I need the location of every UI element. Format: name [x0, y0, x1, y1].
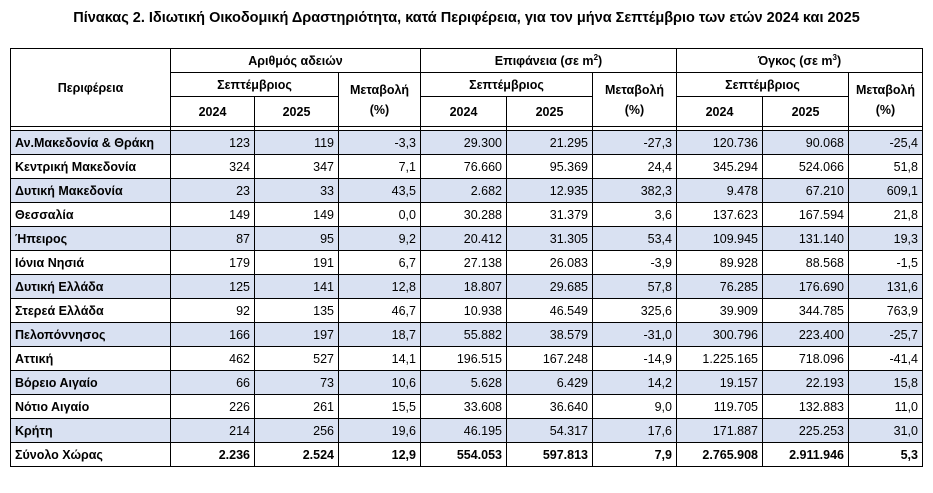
- header-volume: Όγκος (σε $m^3$): [677, 49, 923, 73]
- cell-vc: 763,9: [849, 299, 923, 323]
- cell-pc: 15,5: [339, 395, 421, 419]
- cell-p25: 191: [255, 251, 339, 275]
- cell-vc: 5,3: [849, 443, 923, 467]
- table-row: [11, 131, 923, 155]
- cell-p24: 123: [171, 131, 255, 155]
- cell-pc: 6,7: [339, 251, 421, 275]
- cell-a24: 2.682: [421, 179, 507, 203]
- table-row: [11, 275, 923, 299]
- cell-p24: 226: [171, 395, 255, 419]
- cell-p25: 527: [255, 347, 339, 371]
- cell-pc: 12,9: [339, 443, 421, 467]
- cell-ac: 17,6: [593, 419, 677, 443]
- cell-a24: 5.628: [421, 371, 507, 395]
- header-permits-month: Σεπτέμβριος: [171, 73, 339, 97]
- cell-pc: -3,3: [339, 131, 421, 155]
- region-name: Ήπειρος: [11, 227, 171, 251]
- cell-v24: 137.623: [677, 203, 763, 227]
- header-permits-2025: 2025: [255, 97, 339, 127]
- header-permits-change: Μεταβολή (%): [339, 73, 421, 127]
- cell-a25: 12.935: [507, 179, 593, 203]
- header-volume-2024: 2024: [677, 97, 763, 127]
- cell-v25: 131.140: [763, 227, 849, 251]
- cell-v25: 132.883: [763, 395, 849, 419]
- total-row: [11, 443, 923, 467]
- cell-p25: 95: [255, 227, 339, 251]
- cell-pc: 9,2: [339, 227, 421, 251]
- cell-a24: 27.138: [421, 251, 507, 275]
- region-name: Στερεά Ελλάδα: [11, 299, 171, 323]
- cell-ac: 53,4: [593, 227, 677, 251]
- table-title: Πίνακας 2. Ιδιωτική Οικοδομική Δραστηριότητα, κατά Περιφέρεια, για τον μήνα Σεπτέμβριο των ετών 2024 και 2025: [73, 10, 860, 26]
- header-permits: Αριθμός αδειών: [171, 49, 421, 73]
- cell-ac: -14,9: [593, 347, 677, 371]
- cell-a24: 196.515: [421, 347, 507, 371]
- cell-v24: 1.225.165: [677, 347, 763, 371]
- cell-p25: 73: [255, 371, 339, 395]
- cell-a24: 76.660: [421, 155, 507, 179]
- cell-pc: 0,0: [339, 203, 421, 227]
- cell-v24: 120.736: [677, 131, 763, 155]
- cell-v24: 109.945: [677, 227, 763, 251]
- cell-a25: 31.379: [507, 203, 593, 227]
- table-row: [11, 251, 923, 275]
- cell-pc: 18,7: [339, 323, 421, 347]
- cell-pc: 46,7: [339, 299, 421, 323]
- cell-ac: 57,8: [593, 275, 677, 299]
- cell-a24: 30.288: [421, 203, 507, 227]
- table-row: [11, 299, 923, 323]
- cell-a24: 29.300: [421, 131, 507, 155]
- cell-a25: 31.305: [507, 227, 593, 251]
- cell-a24: 10.938: [421, 299, 507, 323]
- cell-vc: 19,3: [849, 227, 923, 251]
- cell-p24: 23: [171, 179, 255, 203]
- cell-v25: 718.096: [763, 347, 849, 371]
- cell-v25: 524.066: [763, 155, 849, 179]
- header-region: Περιφέρεια: [11, 49, 171, 127]
- cell-a24: 46.195: [421, 419, 507, 443]
- cell-v25: 2.911.946: [763, 443, 849, 467]
- cell-a25: 95.369: [507, 155, 593, 179]
- cell-vc: 11,0: [849, 395, 923, 419]
- cell-v24: 119.705: [677, 395, 763, 419]
- cell-v24: 300.796: [677, 323, 763, 347]
- cell-p24: 125: [171, 275, 255, 299]
- cell-v25: 22.193: [763, 371, 849, 395]
- cell-p24: 2.236: [171, 443, 255, 467]
- table-row: [11, 371, 923, 395]
- cell-p25: 347: [255, 155, 339, 179]
- table-row: [11, 347, 923, 371]
- cell-vc: -25,7: [849, 323, 923, 347]
- cell-v25: 176.690: [763, 275, 849, 299]
- cell-p24: 179: [171, 251, 255, 275]
- cell-a25: 26.083: [507, 251, 593, 275]
- region-name: Σύνολο Χώρας: [11, 443, 171, 467]
- cell-a25: 597.813: [507, 443, 593, 467]
- cell-p25: 256: [255, 419, 339, 443]
- cell-p25: 33: [255, 179, 339, 203]
- cell-p24: 214: [171, 419, 255, 443]
- header-area-change: Μεταβολή (%): [593, 73, 677, 127]
- cell-v24: 9.478: [677, 179, 763, 203]
- cell-vc: 51,8: [849, 155, 923, 179]
- cell-a25: 38.579: [507, 323, 593, 347]
- cell-v24: 171.887: [677, 419, 763, 443]
- cell-p25: 2.524: [255, 443, 339, 467]
- cell-a24: 33.608: [421, 395, 507, 419]
- cell-vc: 21,8: [849, 203, 923, 227]
- table-row: [11, 395, 923, 419]
- cell-ac: 14,2: [593, 371, 677, 395]
- cell-a25: 21.295: [507, 131, 593, 155]
- cell-p24: 149: [171, 203, 255, 227]
- cell-vc: -1,5: [849, 251, 923, 275]
- cell-v25: 225.253: [763, 419, 849, 443]
- table-row: [11, 155, 923, 179]
- cell-v25: 90.068: [763, 131, 849, 155]
- region-name: Δυτική Μακεδονία: [11, 179, 171, 203]
- cell-pc: 14,1: [339, 347, 421, 371]
- region-name: Δυτική Ελλάδα: [11, 275, 171, 299]
- cell-vc: 609,1: [849, 179, 923, 203]
- regional-building-activity-table: [10, 48, 923, 467]
- region-name: Βόρειο Αιγαίο: [11, 371, 171, 395]
- cell-p24: 92: [171, 299, 255, 323]
- cell-v25: 344.785: [763, 299, 849, 323]
- table-row: [11, 323, 923, 347]
- header-volume-month: Σεπτέμβριος: [677, 73, 849, 97]
- cell-v24: 19.157: [677, 371, 763, 395]
- cell-a24: 18.807: [421, 275, 507, 299]
- cell-a24: 55.882: [421, 323, 507, 347]
- table-row: [11, 227, 923, 251]
- cell-v24: 345.294: [677, 155, 763, 179]
- region-name: Πελοπόννησος: [11, 323, 171, 347]
- region-name: Αττική: [11, 347, 171, 371]
- cell-v24: 89.928: [677, 251, 763, 275]
- table-row: [11, 419, 923, 443]
- region-name: Νότιο Αιγαίο: [11, 395, 171, 419]
- cell-p24: 324: [171, 155, 255, 179]
- table-row: [11, 179, 923, 203]
- cell-vc: -25,4: [849, 131, 923, 155]
- cell-a25: 6.429: [507, 371, 593, 395]
- cell-p25: 149: [255, 203, 339, 227]
- cell-a25: 29.685: [507, 275, 593, 299]
- header-area-month: Σεπτέμβριος: [421, 73, 593, 97]
- cell-p24: 87: [171, 227, 255, 251]
- cell-ac: 24,4: [593, 155, 677, 179]
- table-row: [11, 203, 923, 227]
- cell-pc: 19,6: [339, 419, 421, 443]
- cell-ac: -3,9: [593, 251, 677, 275]
- region-name: Θεσσαλία: [11, 203, 171, 227]
- header-volume-change: Μεταβολή (%): [849, 73, 923, 127]
- cell-vc: 15,8: [849, 371, 923, 395]
- cell-a25: 54.317: [507, 419, 593, 443]
- header-volume-2025: 2025: [763, 97, 849, 127]
- region-name: Κεντρική Μακεδονία: [11, 155, 171, 179]
- cell-ac: -31,0: [593, 323, 677, 347]
- cell-p24: 462: [171, 347, 255, 371]
- cell-p25: 141: [255, 275, 339, 299]
- cell-ac: 7,9: [593, 443, 677, 467]
- cell-p25: 135: [255, 299, 339, 323]
- cell-ac: 325,6: [593, 299, 677, 323]
- cell-vc: 31,0: [849, 419, 923, 443]
- cell-ac: 9,0: [593, 395, 677, 419]
- cell-v25: 67.210: [763, 179, 849, 203]
- cell-ac: 382,3: [593, 179, 677, 203]
- region-name: Κρήτη: [11, 419, 171, 443]
- cell-pc: 12,8: [339, 275, 421, 299]
- cell-v25: 223.400: [763, 323, 849, 347]
- cell-v24: 76.285: [677, 275, 763, 299]
- header-area-2025: 2025: [507, 97, 593, 127]
- cell-vc: 131,6: [849, 275, 923, 299]
- cell-p24: 166: [171, 323, 255, 347]
- header-area: Επιφάνεια (σε $m^2$): [421, 49, 677, 73]
- region-name: Αν.Μακεδονία & Θράκη: [11, 131, 171, 155]
- cell-vc: -41,4: [849, 347, 923, 371]
- cell-a24: 554.053: [421, 443, 507, 467]
- cell-ac: 3,6: [593, 203, 677, 227]
- cell-v25: 167.594: [763, 203, 849, 227]
- cell-pc: 10,6: [339, 371, 421, 395]
- cell-a25: 46.549: [507, 299, 593, 323]
- cell-v24: 2.765.908: [677, 443, 763, 467]
- region-name: Ιόνια Νησιά: [11, 251, 171, 275]
- cell-ac: -27,3: [593, 131, 677, 155]
- cell-v24: 39.909: [677, 299, 763, 323]
- cell-pc: 43,5: [339, 179, 421, 203]
- cell-pc: 7,1: [339, 155, 421, 179]
- cell-p25: 119: [255, 131, 339, 155]
- cell-a24: 20.412: [421, 227, 507, 251]
- header-area-2024: 2024: [421, 97, 507, 127]
- cell-p25: 197: [255, 323, 339, 347]
- cell-p25: 261: [255, 395, 339, 419]
- header-permits-2024: 2024: [171, 97, 255, 127]
- cell-v25: 88.568: [763, 251, 849, 275]
- cell-p24: 66: [171, 371, 255, 395]
- cell-a25: 36.640: [507, 395, 593, 419]
- cell-a25: 167.248: [507, 347, 593, 371]
